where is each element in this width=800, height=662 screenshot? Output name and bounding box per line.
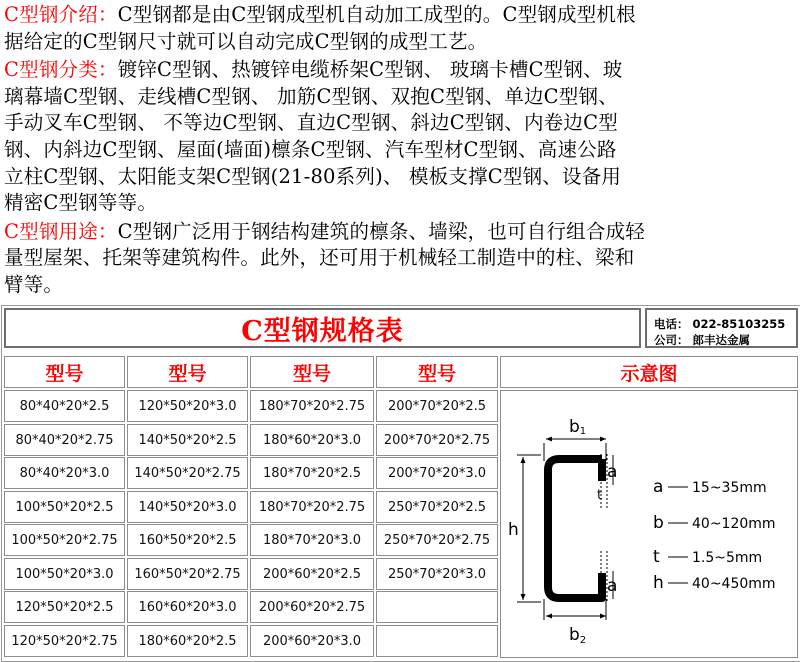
legend-range-t: 1.5~5mm [692,550,763,566]
size-cell: 200*70*20*3.0 [376,457,498,489]
size-cell: 180*70*20*2.75 [250,491,374,523]
dimension-arrows [521,437,607,619]
usage-text-line: 臂等。 [4,272,64,296]
size-cell: 120*50*20*2.75 [4,625,125,657]
size-cell: 200*60*20*2.5 [250,558,374,590]
size-cell: 180*70*20*2.75 [250,390,374,422]
classification-text-line: 钢、内斜边C型钢、屋面(墙面)檩条C型钢、汽车型材C型钢、高速公路 [4,137,617,161]
size-cell: 180*70*20*3.0 [250,524,374,556]
size-cell: 100*50*20*2.5 [4,491,125,523]
usage-text-line: 量型屋架、托架等建筑构件。此外，还可用于机械轻工制造中的柱、梁和 [4,246,635,270]
c-channel-diagram [500,390,798,658]
contact-company: 公司： 郎丰达金属 [654,333,751,347]
intro-section [4,2,796,301]
size-cell: 250*70*20*2.5 [376,491,498,523]
legend-symbol-t: t [653,547,660,567]
intro-text-line: C型钢都是由C型钢成型机自动加工成型的。C型钢成型机根 [117,3,636,26]
size-cell: 200*70*20*2.75 [376,424,498,456]
c-channel-diagram-svg [501,391,799,659]
classification-text-line: 精密C型钢等等。 [4,191,158,215]
column-header-diagram: 示意图 [500,356,798,388]
intro-label: C型钢介绍： [4,3,118,26]
size-cell: 180*60*20*3.0 [250,424,374,456]
dimension-labels [508,417,617,646]
legend-symbol-h: h [653,573,664,593]
size-cell: 160*50*20*2.5 [127,524,248,556]
classification-label: C型钢分类： [4,58,118,82]
classification-text-line: 璃幕墙C型钢、走线槽C型钢、 加筋C型钢、双抱C型钢、单边C型钢、 [4,84,618,108]
usage-label: C型钢用途： [4,219,118,243]
size-cell: 80*40*20*2.75 [4,424,125,456]
size-cell: 140*50*20*2.75 [127,457,248,489]
classification-paragraph [4,57,796,217]
dim-label-b2: b2 [569,625,587,646]
spec-title: C型钢规格表 [241,315,404,347]
classification-text-line: 手动叉车C型钢、 不等边C型钢、直边C型钢、斜边C型钢、内卷边C型 [4,111,618,135]
intro-text-line: 据给定的C型钢尺寸就可以自动完成C型钢的成型工艺。 [4,29,488,53]
size-cell: 120*50*20*2.5 [4,591,125,623]
size-cell: 120*50*20*3.0 [127,390,248,422]
size-cell [376,625,498,657]
usage-paragraph [4,219,796,299]
legend-range-a: 15~35mm [692,480,767,496]
size-cell [376,591,498,623]
size-cell: 180*70*20*2.5 [250,457,374,489]
dimension-legend [653,477,776,593]
size-cell: 250*70*20*2.75 [376,524,498,556]
legend-range-h: 40~450mm [692,576,776,592]
size-cell: 140*50*20*2.5 [127,424,248,456]
size-cell: 250*70*20*3.0 [376,558,498,590]
size-cell: 200*60*20*2.75 [250,591,374,623]
dim-label-t: t [597,488,603,503]
size-cell: 200*70*20*2.5 [376,390,498,422]
size-cell: 80*40*20*3.0 [4,457,125,489]
legend-symbol-a: a [653,477,664,497]
legend-range-b: 40~120mm [692,516,776,532]
dim-label-a-bottom: a [607,576,618,596]
column-header-model: 型号 [4,356,125,388]
size-cell: 100*50*20*3.0 [4,558,125,590]
size-cell: 160*60*20*3.0 [127,591,248,623]
size-cell: 160*50*20*2.75 [127,558,248,590]
spec-title-cell [4,308,641,348]
size-cell: 80*40*20*2.5 [4,390,125,422]
c-channel-profile [548,459,602,598]
size-cell: 100*50*20*2.75 [4,524,125,556]
column-header-model: 型号 [250,356,374,388]
usage-text-line: C型钢广泛用于钢结构建筑的檩条、墙梁，也可自行组合成轻 [117,219,645,243]
size-cell: 140*50*20*3.0 [127,491,248,523]
intro-paragraph [4,2,796,55]
spec-table [1,305,800,662]
classification-text-line: 镀锌C型钢、热镀锌电缆桥架C型钢、 玻璃卡槽C型钢、玻 [117,58,623,82]
contact-cell [645,308,798,348]
column-header-model: 型号 [127,356,248,388]
size-cell: 180*60*20*2.5 [127,625,248,657]
dim-label-a-top: a [607,462,618,482]
contact-phone: 电话： 022-85103255 [654,317,786,331]
legend-symbol-b: b [653,513,664,533]
size-cell: 200*60*20*3.0 [250,625,374,657]
column-header-model: 型号 [376,356,498,388]
dim-label-b1: b1 [569,417,587,437]
dim-label-h: h [508,520,519,540]
classification-text-line: 立柱C型钢、太阳能支架C型钢(21-80系列)、 模板支撑C型钢、设备用 [4,164,622,188]
